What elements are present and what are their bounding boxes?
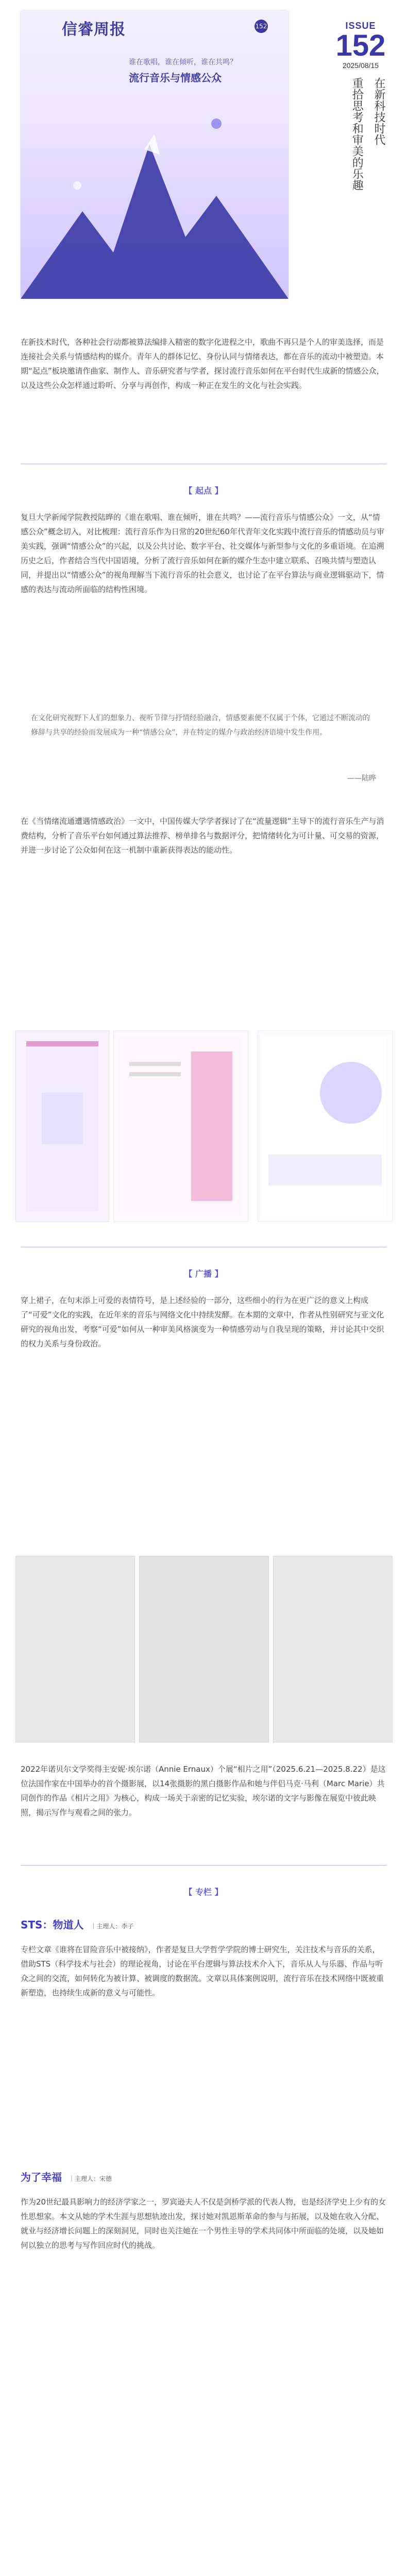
guangbo-paragraph-1: 穿上裙子，在句末添上可爱的表情符号，是上述经验的一部分，这些细小的行为在更广泛的意义上构成了“可爱”文化的实践，在近年来的音乐与网络文化中持续发酵。在本期的文章中，作者从性别研究与亚文化研究的视角出发，考察“可爱”如何从一种审美风格演变为一种情感劳动与自我呈现的策略，并讨论其中交织的权力关系与身份政治。 <box>21 1296 384 1348</box>
slogan-line-1: 在新科技时代 <box>372 77 385 145</box>
guangbo-paragraph-2: 2022年诺贝尔文学奖得主安妮·埃尔诺（Annie Ernaux）个展“相片之用”（2025.6.21—2025.8.22）是这位法国作家在中国举办的首个摄影展，以14张摄影的黑白摄影作品和她与伴侣马克·马利（Marc Marie）共同创作的作品《相片之用》为核心，构成一场关于亲密的记忆实验，埃尔诺的文字与影像在展览中彼此映照，揭示写作与观看之间的张力。 <box>21 1765 386 1817</box>
divider <box>21 1865 386 1866</box>
column-meta-sts: ｜主理人：李子 <box>90 1923 134 1930</box>
column-text-sts: 专栏文章《谁将在冒险音乐中被接纳》，作者是复旦大学哲学学院的博士研究生，关注技术与音乐的关系，借助STS（科学技术与社会）的理论视角，讨论在平台逻辑与算法技术介入下，音乐从人与乐器、作品与听众之间的交流，如何转化为被计算、被调度的数据流。文章以具体案例说明，流行音乐在技术网络中既被重新塑造，也持续生成新的意义与可能性。 <box>21 1945 384 1997</box>
vertical-slogan <box>126 77 386 191</box>
intro-text: 在新技术时代，各种社会行动都被算法编排入精密的数字化进程之中，歌曲不再只是个人的审美选择，而是连接社会关系与情感结构的媒介。青年人的群体记忆、身份认同与情绪表达，都在音乐的流动中被塑造。本期“起点”板块邀请作曲家、制作人、音乐研究者与学者，探讨流行音乐如何在平台时代生成新的情感公众，以及这些公众怎样通过聆听、分享与再创作，构成一种正在发生的文化与社会实践。 <box>21 337 384 390</box>
exhibition-photo-2 <box>139 1556 269 1742</box>
issue-number: 152 <box>335 29 386 62</box>
book-image-1 <box>15 1030 109 1222</box>
column-title-sts-text: STS：物道人 <box>21 1919 84 1931</box>
book-image-3 <box>258 1030 393 1222</box>
cover-title: 流行音乐与情感公众 <box>129 72 222 84</box>
qidian-paragraph-1: 复旦大学新闻学院教授陆晔的《谁在歌唱、谁在倾听，谁在共鸣？——流行音乐与情感公众》一文，从“情感公众”概念切入，对比梳理：流行音乐作为日常的20世纪60年代青年文化实践中流行音乐的情感动员与审美实践，强调“情感公众”的兴起，以及公共讨论、数字平台、社交媒体与新型参与文化的多重语境。在追溯历史之后，作者结合当代中国语境，分析了流行音乐如何在新的媒介生态中建立联系、召唤共情与塑造认同，并提出以“情感公众”的视角理解当下流行音乐的社会意义，也讨论了在平台算法与商业逻辑驱动下，情感的表达与流动所面临的结构性困境。 <box>21 513 384 594</box>
section-label-zhuanlan: 【 专栏 】 <box>184 1887 223 1897</box>
section-label-guangbo: 【 广播 】 <box>184 1269 223 1279</box>
column-title-happiness <box>21 2169 112 2184</box>
slogan-line-2: 重拾思考和审美的乐趣 <box>350 77 364 191</box>
qidian-paragraph-2: 在《当情绪流通遭遇情感政治》一文中，中国传媒大学学者探讨了在“流量逻辑”主导下的流行音乐生产与消费结构，分析了音乐平台如何通过算法推荐、榜单排名与数据评分，把情绪转化为可计量、可交易的资源，并进一步讨论了公众如何在这一机制中重新获得表达的能动性。 <box>21 817 384 855</box>
qidian-quote-author: ——陆晔 <box>347 774 376 783</box>
issue-date: 2025/08/15 <box>342 61 379 70</box>
cover-subheading: 谁在歌唱，谁在倾听，谁在共鸣？ <box>129 58 237 66</box>
column-text-happiness: 作为20世纪最具影响力的经济学家之一，罗宾逊夫人不仅是剑桥学派的代表人物，也是经济学史上少有的女性思想家。本文从她的学术生涯与思想轨迹出发，探讨她对凯恩斯革命的参与与拓展，以及她在收入分配、就业与经济增长问题上的深刻洞见，同时也关注她在一个男性主导的学术共同体中所面临的处境，以及她如何以独立的思考与写作回应时代的挑战。 <box>21 2197 386 2250</box>
book-image-2 <box>113 1030 248 1222</box>
hero-section <box>0 0 407 309</box>
column-title-sts <box>21 1917 133 1931</box>
exhibition-photo-1 <box>15 1556 135 1742</box>
section-label-qidian: 【 起点 】 <box>184 486 223 496</box>
column-title-happiness-text: 为了幸福 <box>21 2171 62 2183</box>
qidian-quote: 在文化研究视野下人们的想象力、视听节律与抒情经验融合，情感要素便不仅属于个体，它通过不断流动的修辞与共享的经验而发展成为一种“情感公众”，并在特定的媒介与政治经济语境中发生作用。 <box>31 714 370 737</box>
issue-label: ISSUE <box>345 21 376 31</box>
cover-logo: 信睿周报 <box>62 21 126 38</box>
cover-badge: 152 <box>255 20 268 33</box>
column-meta-happiness: ｜主理人：宋德 <box>68 2175 112 2182</box>
exhibition-photo-3 <box>273 1556 393 1742</box>
issue-block <box>330 21 392 70</box>
